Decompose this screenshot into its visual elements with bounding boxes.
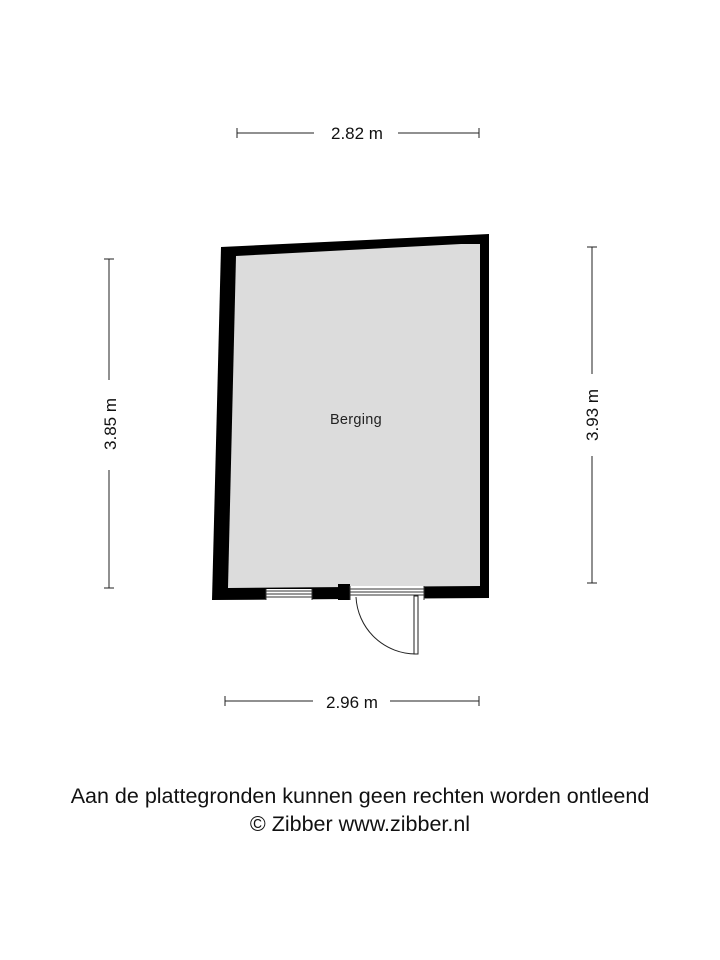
- dimension-left-label: 3.85 m: [101, 398, 120, 450]
- dimension-top: [237, 124, 479, 143]
- wall-stub: [338, 584, 350, 600]
- disclaimer-text: Aan de plattegronden kunnen geen rechten worden ontleend: [70, 784, 650, 808]
- dimension-bottom-label: 2.96 m: [326, 693, 378, 712]
- dimension-bottom: [225, 693, 479, 712]
- dimension-left: [101, 259, 120, 588]
- dimension-top-label: 2.82 m: [331, 124, 383, 143]
- door: [350, 586, 424, 654]
- dimension-right: [583, 247, 602, 583]
- dimension-right-label: 3.93 m: [583, 389, 602, 441]
- copyright-text: © Zibber www.zibber.nl: [249, 812, 471, 836]
- door-swing-arc: [356, 597, 416, 654]
- door-leaf: [414, 596, 418, 654]
- room-label: Berging: [329, 412, 383, 428]
- window: [266, 589, 312, 600]
